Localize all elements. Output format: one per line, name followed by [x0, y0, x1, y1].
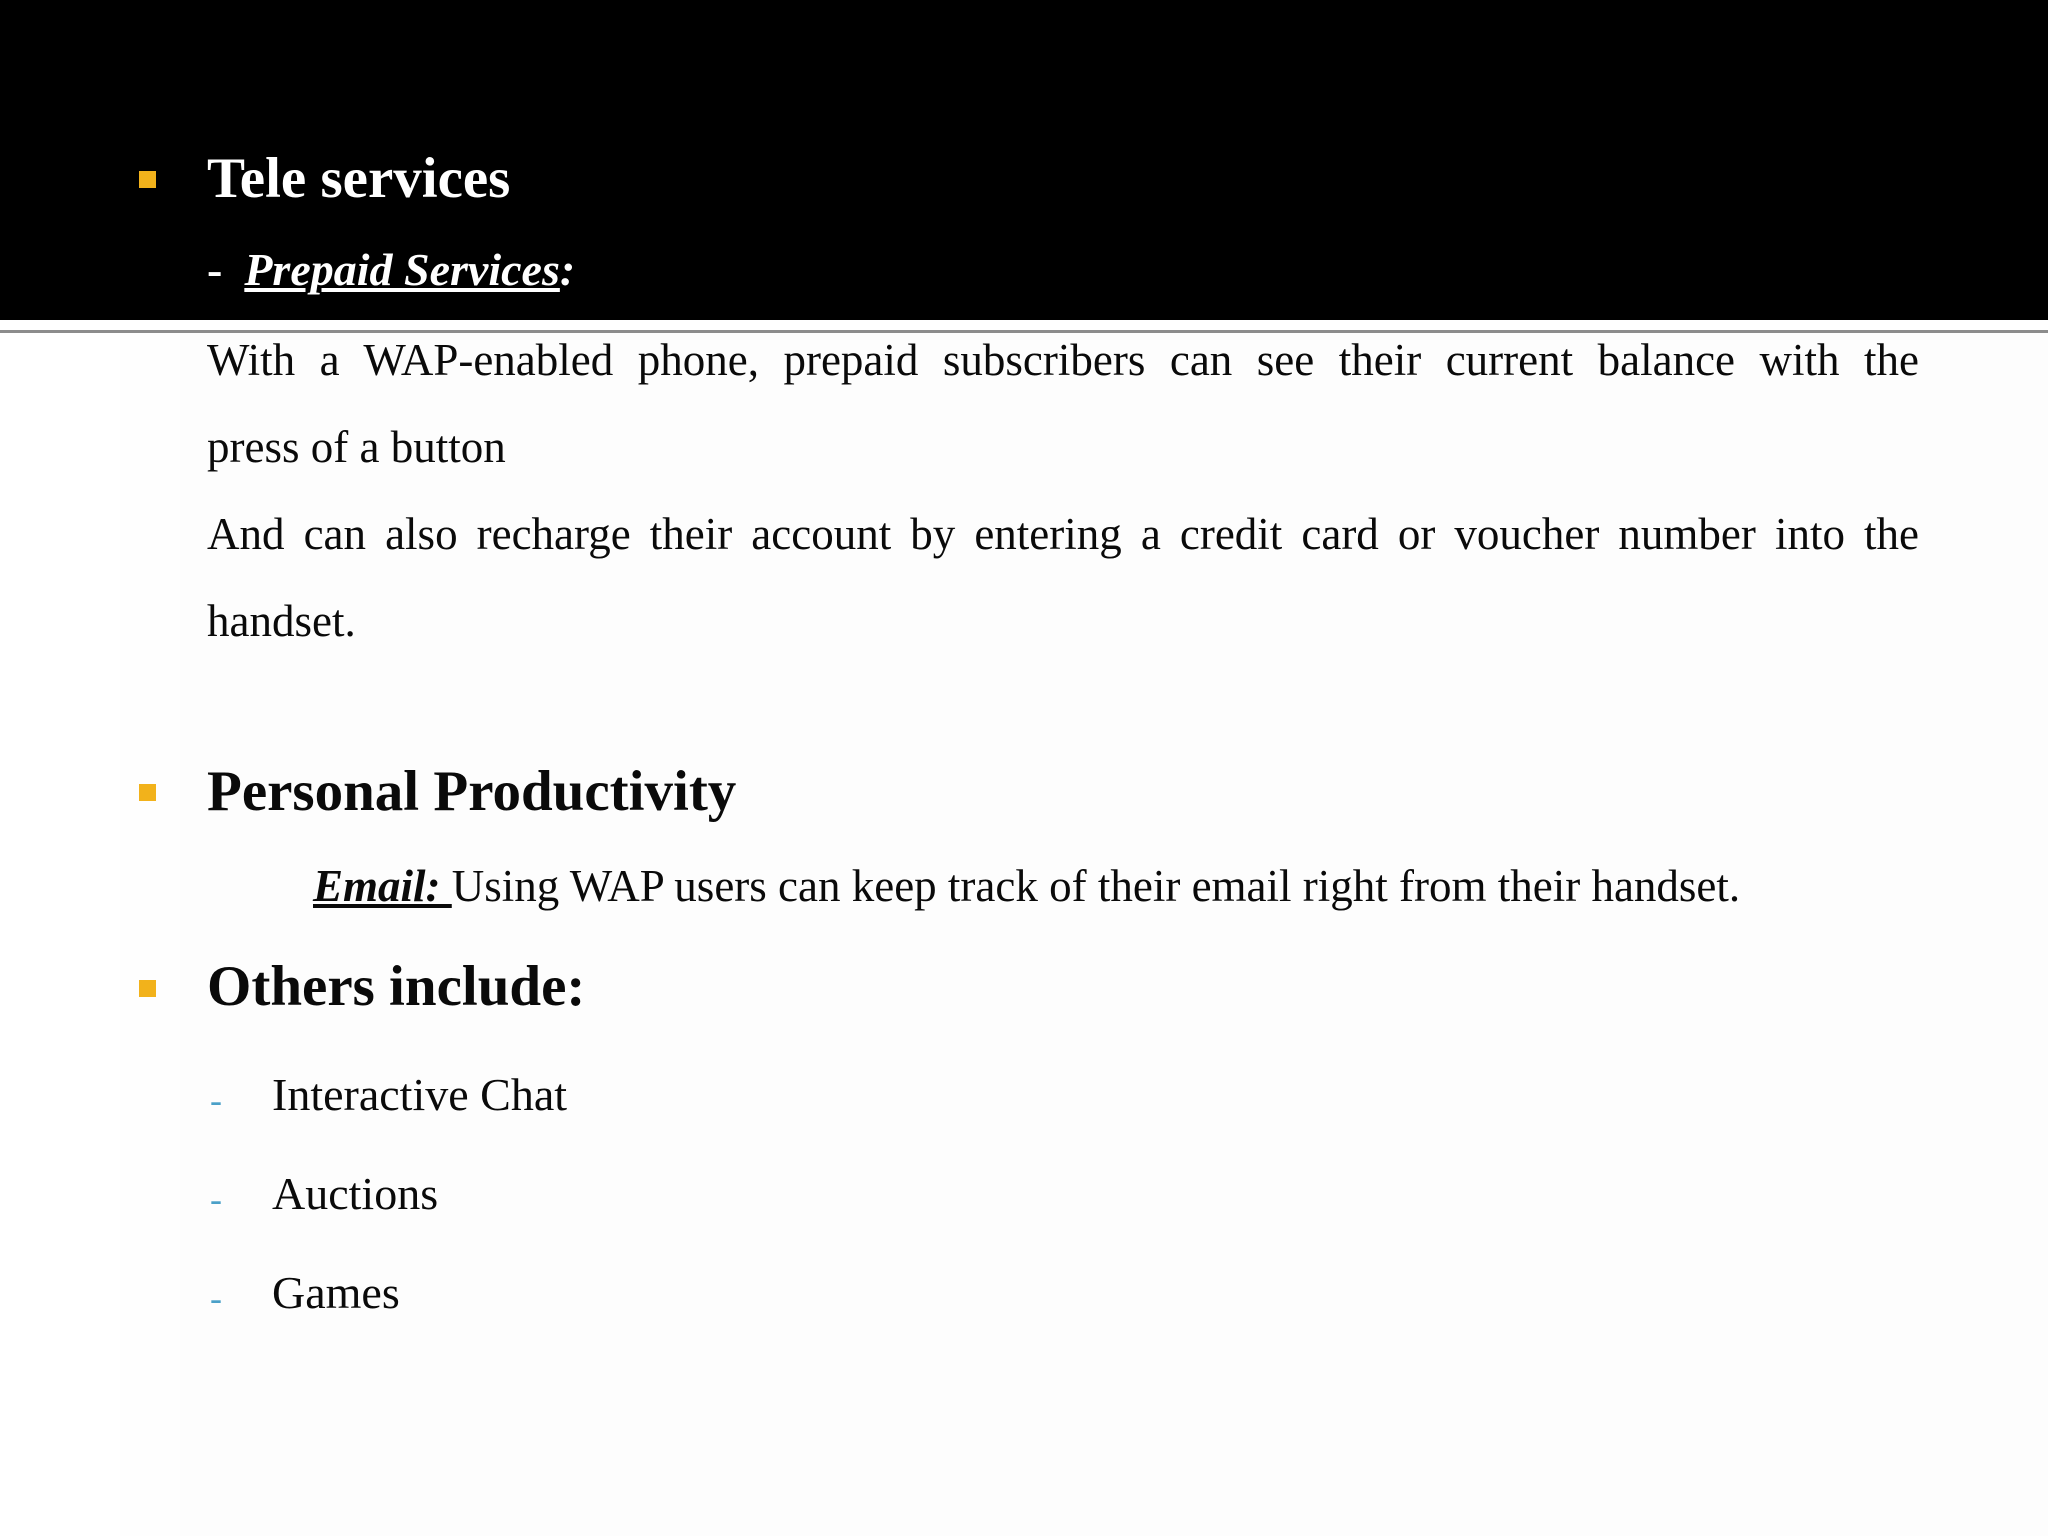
list-item-interactive-chat: Interactive Chat — [272, 1069, 568, 1120]
list-dash-icon: - — [210, 1278, 222, 1318]
subheading-dash: - — [207, 244, 223, 295]
email-text: Using WAP users can keep track of their email right from their handset. — [451, 861, 1741, 911]
bullet-square-icon — [139, 171, 156, 188]
paragraph-line-1: With a WAP-enabled phone, prepaid subscribers can see their current balance with the — [207, 335, 1919, 385]
heading-others-include: Others include: — [207, 955, 586, 1018]
bullet-square-icon — [139, 784, 156, 801]
heading-personal-productivity: Personal Productivity — [207, 760, 737, 823]
divider-line — [0, 330, 2048, 333]
subheading-prepaid-label: Prepaid Services — [244, 244, 560, 295]
list-dash-icon: - — [210, 1080, 222, 1120]
paragraph-line-3: And can also recharge their account by entering a credit card or voucher number into the — [207, 509, 1919, 559]
email-label: Email: — [313, 861, 452, 911]
subheading-prepaid-services — [207, 244, 576, 295]
subheading-colon: : — [559, 244, 576, 295]
bullet-square-icon — [139, 980, 156, 997]
left-margin-panel — [0, 333, 120, 1536]
heading-tele-services: Tele services — [207, 147, 511, 210]
list-item-games: Games — [272, 1267, 400, 1318]
list-dash-icon: - — [210, 1179, 222, 1219]
paragraph-line-4: handset. — [207, 596, 356, 646]
list-item-auctions: Auctions — [272, 1168, 439, 1219]
divider-white — [0, 320, 2048, 330]
paragraph-line-2: press of a button — [207, 422, 506, 472]
email-description — [313, 861, 1741, 911]
left-margin-panel-inner — [120, 333, 180, 1536]
